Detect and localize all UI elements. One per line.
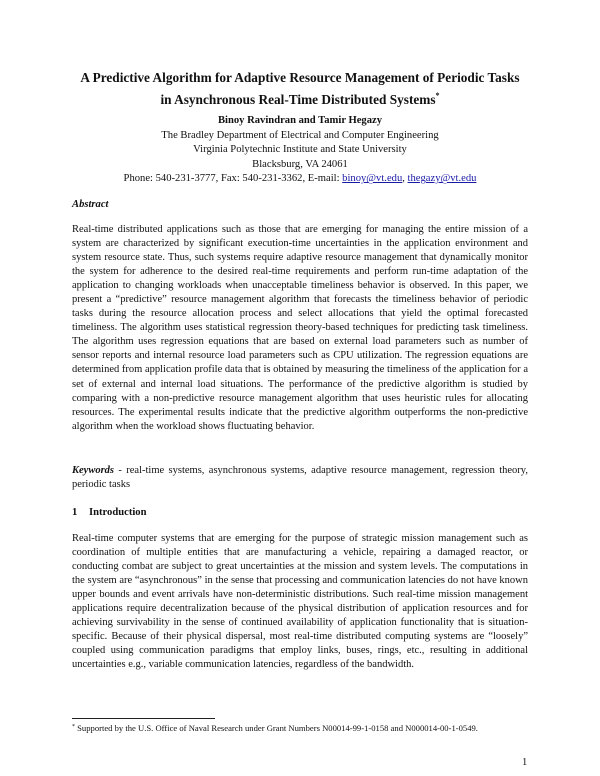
title-line-2-text: in Asynchronous Real-Time Distributed Systems bbox=[160, 92, 436, 107]
footnote-marker: * bbox=[72, 724, 75, 730]
footnote-text: Supported by the U.S. Office of Naval Research under Grant Numbers N00014-99-1-0158 and N000014-00-1-0549. bbox=[75, 723, 478, 733]
institution: Virginia Polytechnic Institute and State University bbox=[193, 144, 407, 156]
department: The Bradley Department of Electrical and Computer Engineering bbox=[161, 129, 439, 141]
contact-line bbox=[50, 172, 550, 187]
paper-title bbox=[50, 69, 550, 109]
email-link-thegazy[interactable]: thegazy@vt.edu bbox=[407, 173, 477, 185]
footnote bbox=[72, 722, 528, 734]
author-block bbox=[50, 114, 550, 187]
title-line-1: A Predictive Algorithm for Adaptive Resource Management of Periodic Tasks bbox=[80, 70, 520, 85]
email-link-binoy[interactable]: binoy@vt.edu bbox=[342, 173, 403, 185]
author-names: Binoy Ravindran and Tamir Hegazy bbox=[217, 115, 383, 126]
section-title: Introduction bbox=[89, 507, 147, 518]
introduction-text: Real-time computer systems that are emerging for the purpose of strategic mission management such as coordination of multiple entities that are manufacturing a vehicle, repairing a damaged reactor, or conducting combat are subject to great uncertainties at the mission and system levels. The computations in the system are “asynchronous” in the sense that processing and communication latencies do not have known upper bounds and event arrivals have non-deterministic distributions. Such real-time mission management applications require decentralization because of the physical distribution of application resources and for achieving survivability in the sense of continued availability of application functionality that is situation-specific. Because of their physical dispersal, most real-time distributed computing systems are “loosely” coupled using communication paradigms that employ links, buses, rings, etc., resulting in additional uncertainties e.g., variable communication latencies, regardless of the bandwidth. bbox=[72, 533, 528, 671]
abstract-text: Real-time distributed applications such as those that are emerging for managing the entire mission of a system are characterized by significant execution-time uncertainties in the application environment and system resource state. Thus, such systems require adaptive resource management that dynamically monitor the system for adherence to the desired real-time requirements and perform run-time adaptation of the application to changing workloads when unacceptable timeliness behavior is observed. In this paper, we present a “predictive” resource management algorithm that forecasts the timeliness behavior of periodic tasks during the resource allocation process and select allocations that yield the optimal forecasted timeliness. The algorithm uses statistical regression theory-based techniques for predicting task timeliness. The algorithm uses regression equations that are based on external load parameters such as number of sensor reports and internal resource load parameters such as CPU utilization. The regression equations are determined from application profile data that is obtained by measuring the timeliness of the application for a set of external and internal load situations. The performance of the predictive algorithm is studied by comparing with a non-predictive resource management algorithm that uses heuristic rules for allocating resources. The experimental results indicate that the predictive algorithm outperforms the non-predictive algorithm when the workload shows fluctuating behavior. bbox=[72, 224, 528, 432]
abstract-heading: Abstract bbox=[72, 199, 109, 210]
keywords-text: - real-time systems, asynchronous systems, adaptive resource management, regression theory, periodic tasks bbox=[72, 465, 528, 491]
title-footnote-marker: * bbox=[435, 91, 440, 100]
location: Blacksburg, VA 24061 bbox=[252, 158, 348, 170]
keywords-paragraph bbox=[72, 464, 528, 493]
keywords-label: Keywords bbox=[72, 465, 114, 476]
section-heading-introduction bbox=[72, 507, 147, 518]
section-number: 1 bbox=[72, 507, 78, 518]
contact-prefix: Phone: 540-231-3777, Fax: 540-231-3362, E-mail: bbox=[123, 173, 343, 185]
email-separator: , bbox=[402, 173, 408, 185]
title-line-2 bbox=[50, 87, 550, 109]
footnote-divider bbox=[72, 718, 215, 719]
page-number: 1 bbox=[522, 757, 528, 768]
